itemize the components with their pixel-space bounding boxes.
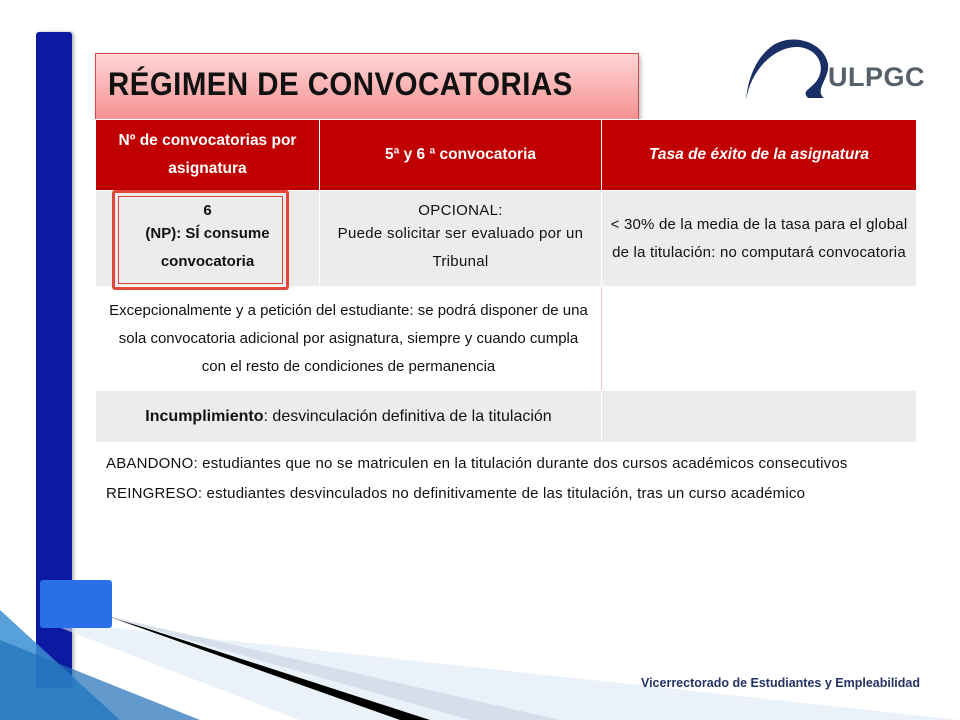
cell-np-note: (NP): SÍ consume convocatoria [145, 224, 270, 270]
cell-empty [602, 287, 917, 391]
header-quinta-sexta: 5ª y 6 ª convocatoria [320, 120, 602, 191]
table-row [96, 391, 917, 443]
convocatorias-table [95, 119, 917, 533]
header-convocatorias: Nº de convocatorias por asignatura [96, 120, 320, 191]
cell-incumplimiento [96, 391, 602, 443]
page-title: RÉGIMEN DE CONVOCATORIAS [108, 66, 573, 102]
cell-num-value: 6 [203, 201, 212, 219]
cell-opcional: OPCIONAL: [418, 201, 503, 219]
cell-quinta-sexta [320, 191, 602, 287]
header-tasa-exito: Tasa de éxito de la asignatura [602, 120, 917, 191]
abandono-text: ABANDONO: estudiantes que no se matriculen en la titulación durante dos cursos académicos consecutivos [106, 455, 848, 472]
table-row [96, 443, 917, 533]
reingreso-text: REINGRESO: estudiantes desvinculados no definitivamente de las titulación, tras un curso académico [106, 485, 806, 502]
logo-text: ULPGC [828, 62, 925, 92]
footer-text: Vicerrectorado de Estudiantes y Empleabilidad [640, 676, 920, 690]
corner-square [40, 580, 112, 628]
cell-abandono-reingreso [96, 443, 917, 533]
incumplimiento-label: Incumplimiento [145, 407, 264, 425]
cell-tribunal-note: Puede solicitar ser evaluado por un Tribunal [337, 224, 584, 270]
title-box [95, 53, 639, 121]
cell-excepcionalmente: Excepcionalmente y a petición del estudiante: se podrá disponer de una sola convocatoria adicional por asignatura, siempre y cuando cumpla con el resto de condiciones de permanencia [96, 287, 602, 391]
cell-tasa-exito: < 30% de la media de la tasa para el global de la titulación: no computará convocatoria [602, 191, 917, 287]
table-row [96, 287, 917, 391]
highlight-frame-inner [118, 196, 283, 284]
incumplimiento-text: : desvinculación definitiva de la titulación [263, 407, 552, 425]
table-header-row [96, 120, 917, 191]
cell-empty [602, 391, 917, 443]
corner-decoration [0, 580, 960, 720]
